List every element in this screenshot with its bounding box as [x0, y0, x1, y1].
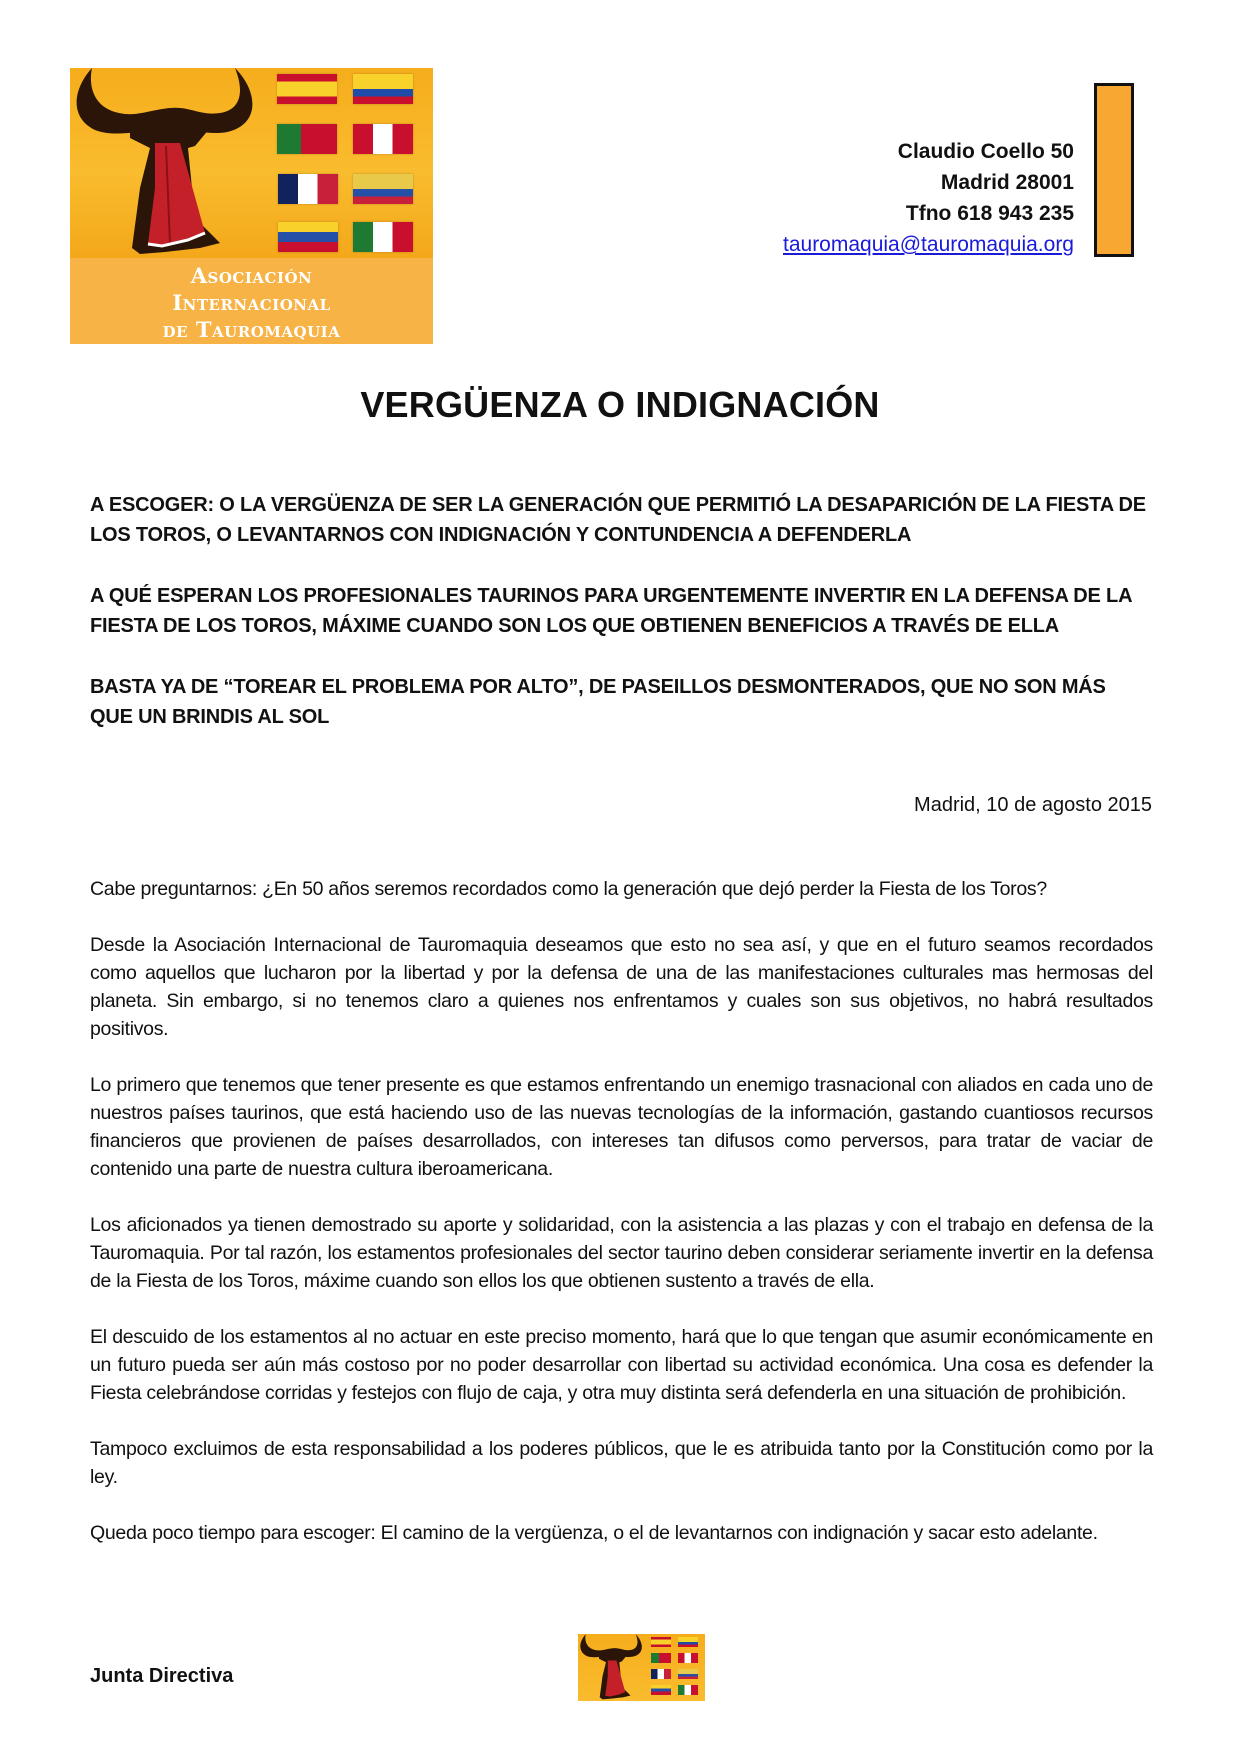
flag-france-icon	[651, 1669, 671, 1679]
lead-section	[90, 490, 1153, 763]
body-paragraph: Los aficionados ya tienen demostrado su aporte y solidaridad, con la asistencia a las plazas y con el trabajo en defensa de la Tauromaquia. Por tal razón, los estamentos profesionales del sector taurino deben considerar seriamente invertir en la defensa de la Fiesta de los Toros, máxime cuando son ellos los que obtienen sustento a través de ella.	[90, 1214, 1153, 1292]
lead-paragraph: A ESCOGER: O LA VERGÜENZA DE SER LA GENERACIÓN QUE PERMITIÓ LA DESAPARICIÓN DE LA FIESTA DE LOS TOROS, O LEVANTARNOS CON INDIGNACIÓN Y CONTUNDENCIA A DEFENDERLA	[90, 494, 1146, 546]
body-paragraph: Cabe preguntarnos: ¿En 50 años seremos recordados como la generación que dejó perder la Fiesta de los Toros?	[90, 878, 1047, 900]
flag-ecuador-icon	[353, 74, 413, 104]
logo-line-3: de Tauromaquia	[162, 317, 341, 342]
flag-peru-icon	[678, 1653, 698, 1663]
body-paragraph: Queda poco tiempo para escoger: El camino de la vergüenza, o el de levantarnos con indignación y sacar esto adelante.	[90, 1522, 1098, 1544]
flag-mexico-icon	[353, 222, 413, 252]
bull-cape-icon	[70, 68, 270, 258]
bull-cape-icon	[578, 1634, 648, 1701]
body-paragraph: Tampoco excluimos de esta responsabilidad a los poderes públicos, que le es atribuida tanto por la Constitución como por la ley.	[90, 1438, 1153, 1488]
association-logo-small	[578, 1634, 705, 1701]
flag-colombia-icon	[353, 174, 413, 204]
body-paragraph: Desde la Asociación Internacional de Tauromaquia deseamos que esto no sea así, y que en el futuro seamos recordados como aquellos que lucharon por la libertad y por la defensa de una de las manifestaciones culturales mas hermosas del planeta. Sin embargo, si no tenemos claro a quienes nos enfrentamos y cuales son sus objetivos, no habrá resultados positivos.	[90, 934, 1153, 1040]
contact-street: Claudio Coello 50	[897, 140, 1074, 163]
association-logo	[70, 68, 433, 344]
logo-name-band	[70, 258, 433, 344]
contact-block	[783, 136, 1074, 260]
flag-peru-icon	[353, 124, 413, 154]
body-paragraph: Lo primero que tenemos que tener presente es que estamos enfrentando un enemigo trasnacional con aliados en cada uno de nuestros países taurinos, que está haciendo uso de las nuevas tecnologías de la información, gastando cuantiosos recursos financieros que provienen de países desarrollados, con intereses tan difusos como perversos, para tratar de vaciar de contenido una parte de nuestra cultura iberoamericana.	[90, 1074, 1153, 1180]
signature: Junta Directiva	[90, 1665, 234, 1687]
contact-phone: Tfno 618 943 235	[905, 202, 1074, 225]
flag-ecuador-icon	[678, 1637, 698, 1647]
contact-email-link[interactable]: tauromaquia@tauromaquia.org	[783, 233, 1074, 256]
document-title: VERGÜENZA O INDIGNACIÓN	[360, 384, 880, 425]
body-paragraph: El descuido de los estamentos al no actuar en este preciso momento, hará que lo que tengan que asumir económicamente en un futuro pueda ser aún más costoso por no poder desarrollar con libertad su actividad económica. Una cosa es defender la Fiesta celebrándose corridas y festejos con flujo de caja, y otra muy distinta será defenderla en una situación de prohibición.	[90, 1326, 1153, 1404]
decorative-orange-bar	[1094, 83, 1134, 257]
flag-venezuela-icon	[651, 1685, 671, 1695]
flag-venezuela-icon	[278, 222, 338, 252]
flag-france-icon	[278, 174, 338, 204]
body-section	[90, 875, 1153, 1575]
logo-line-2: Internacional	[172, 290, 331, 315]
logo-artwork	[70, 68, 433, 258]
dateline: Madrid, 10 de agosto 2015	[914, 794, 1152, 816]
flag-portugal-icon	[651, 1653, 671, 1663]
flag-spain-icon	[277, 74, 337, 104]
logo-line-1: Asociación	[190, 263, 313, 288]
contact-city: Madrid 28001	[940, 171, 1074, 194]
flag-spain-icon	[651, 1637, 671, 1647]
lead-paragraph: A QUÉ ESPERAN LOS PROFESIONALES TAURINOS PARA URGENTEMENTE INVERTIR EN LA DEFENSA DE LA FIESTA DE LOS TOROS, MÁXIME CUANDO SON LOS QUE OBTIENEN BENEFICIOS A TRAVÉS DE ELLA	[90, 585, 1132, 637]
flag-mexico-icon	[678, 1685, 698, 1695]
flag-colombia-icon	[678, 1669, 698, 1679]
lead-paragraph: BASTA YA DE “TOREAR EL PROBLEMA POR ALTO”, DE PASEILLOS DESMONTERADOS, QUE NO SON MÁS QUE UN BRINDIS AL SOL	[90, 676, 1106, 728]
flag-portugal-icon	[277, 124, 337, 154]
